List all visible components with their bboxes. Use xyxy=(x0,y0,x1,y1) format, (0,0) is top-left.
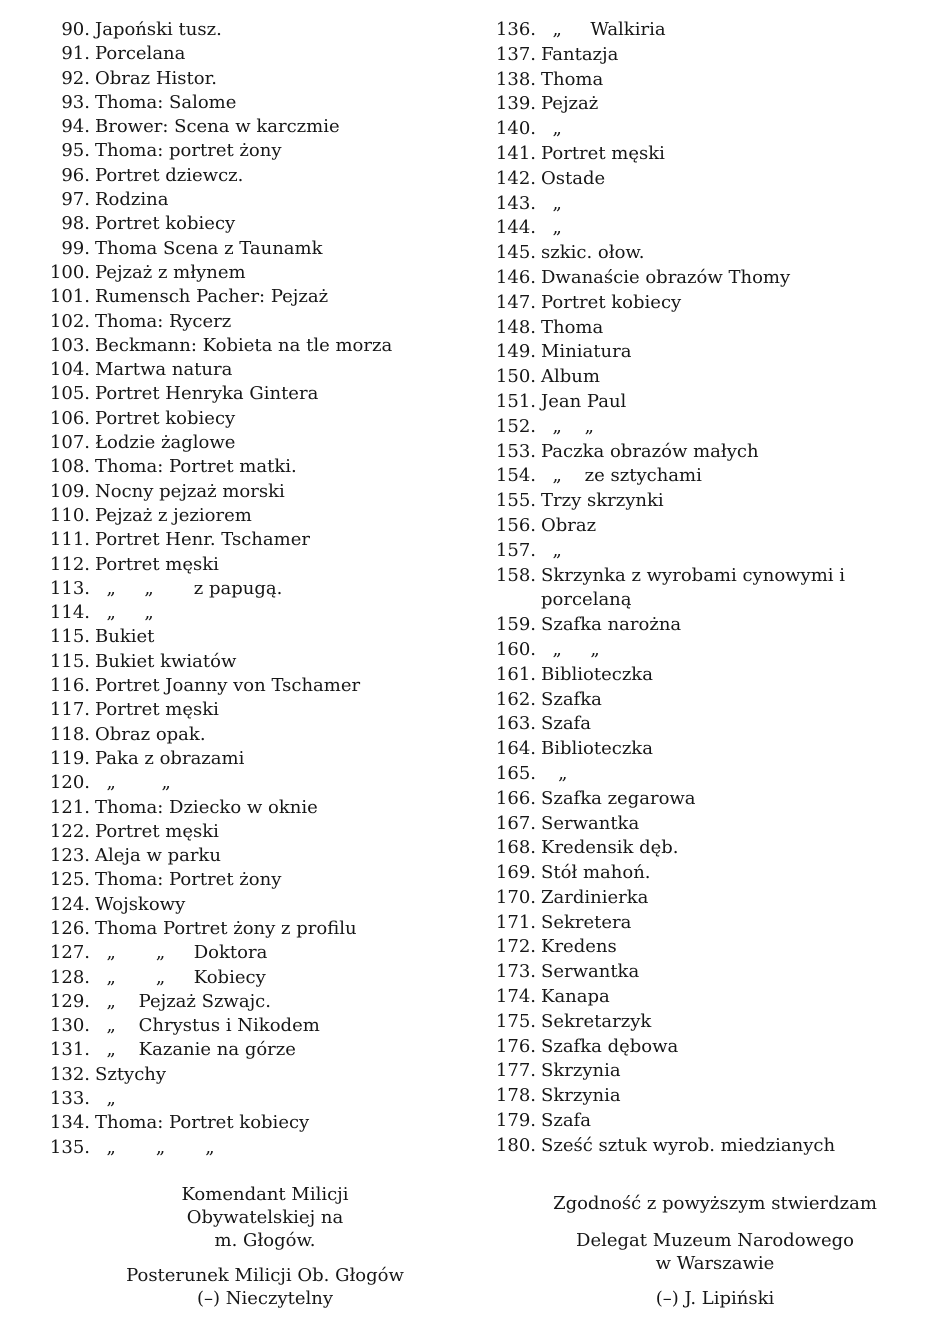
item-text: Aleja w parku xyxy=(95,845,221,867)
list-item xyxy=(488,911,928,936)
item-text: Rodzina xyxy=(95,189,169,211)
signature-spacer xyxy=(95,1252,435,1264)
list-item xyxy=(488,1059,928,1084)
item-number: 121. xyxy=(49,796,90,818)
item-number: 140. xyxy=(495,118,536,140)
list-item xyxy=(40,747,460,771)
item-number: 136. xyxy=(495,19,536,40)
list-item xyxy=(488,613,928,638)
item-text: Serwantka xyxy=(541,812,640,834)
list-item xyxy=(40,115,460,139)
list-item xyxy=(488,935,928,960)
list-item xyxy=(40,601,460,625)
list-item xyxy=(40,868,460,892)
item-text: Obraz opak. xyxy=(95,723,206,745)
item-number: 167. xyxy=(495,812,536,834)
item-number: 169. xyxy=(495,862,536,884)
item-number: 108. xyxy=(49,456,90,478)
item-number: 115. xyxy=(49,626,90,648)
list-item xyxy=(488,886,928,911)
item-text: Szafka xyxy=(541,688,602,710)
item-number: 133. xyxy=(49,1088,90,1110)
list-item xyxy=(40,212,460,236)
item-number: 91. xyxy=(61,43,90,65)
item-text: „ „ xyxy=(541,415,594,437)
list-item xyxy=(40,820,460,844)
item-number: 101. xyxy=(49,286,90,308)
signature-spacer xyxy=(520,1275,910,1287)
list-item xyxy=(488,415,928,440)
item-number: 149. xyxy=(495,341,536,363)
item-number: 93. xyxy=(61,91,90,113)
item-number: 114. xyxy=(49,602,90,624)
list-item xyxy=(40,382,460,406)
list-item xyxy=(40,1087,460,1111)
item-text: Thoma xyxy=(541,68,604,90)
list-item xyxy=(40,261,460,285)
item-number: 145. xyxy=(495,242,536,264)
item-text: Thoma: Portret kobiecy xyxy=(95,1112,310,1134)
list-item xyxy=(488,92,928,117)
list-item xyxy=(488,1035,928,1060)
item-text: Obraz xyxy=(541,514,597,536)
item-text: „ „ xyxy=(95,772,171,794)
item-number: 94. xyxy=(61,116,90,138)
list-item xyxy=(40,625,460,649)
item-text: Thoma: Salome xyxy=(95,91,237,113)
item-number: 163. xyxy=(495,713,536,735)
item-number: 106. xyxy=(49,407,90,429)
item-number: 166. xyxy=(495,787,536,809)
item-number: 156. xyxy=(495,514,536,536)
item-text: szkic. ołow. xyxy=(541,242,645,264)
list-item xyxy=(488,43,928,68)
list-item xyxy=(40,310,460,334)
list-item xyxy=(488,1010,928,1035)
list-item xyxy=(40,650,460,674)
item-text: Dwanaście obrazów Thomy xyxy=(541,266,791,288)
item-text: Thoma: Portret matki. xyxy=(95,456,297,478)
list-item xyxy=(488,316,928,341)
list-item xyxy=(40,528,460,552)
item-text: Thoma: Dziecko w oknie xyxy=(95,796,318,818)
signature-block-left xyxy=(95,1183,435,1310)
item-number: 118. xyxy=(49,723,90,745)
list-item xyxy=(488,390,928,415)
item-number: 139. xyxy=(495,93,536,115)
list-item xyxy=(488,663,928,688)
item-number: 102. xyxy=(49,310,90,332)
item-number: 123. xyxy=(49,845,90,867)
list-item xyxy=(40,844,460,868)
list-item xyxy=(40,285,460,309)
item-text: Bukiet kwiatów xyxy=(95,650,237,672)
list-item xyxy=(40,1014,460,1038)
item-text: Rumensch Pacher: Pejzaż xyxy=(95,286,329,308)
item-text: Thoma Scena z Taunamk xyxy=(95,237,323,259)
list-item xyxy=(488,1084,928,1109)
item-text: „ Kazanie na górze xyxy=(95,1039,296,1061)
item-text: Martwa natura xyxy=(95,359,233,381)
item-text: Szafka dębowa xyxy=(541,1035,679,1057)
list-item xyxy=(40,431,460,455)
item-number: 151. xyxy=(495,390,536,412)
item-text: Thoma xyxy=(541,316,604,338)
item-text: Ostade xyxy=(541,167,606,189)
item-number: 155. xyxy=(495,490,536,512)
item-text: Bukiet xyxy=(95,626,155,648)
list-item xyxy=(488,812,928,837)
list-item xyxy=(40,1063,460,1087)
item-number: 97. xyxy=(61,189,90,211)
list-item xyxy=(40,771,460,795)
list-item xyxy=(488,638,928,663)
item-number: 144. xyxy=(495,217,536,239)
item-number: 99. xyxy=(61,237,90,259)
item-number: 153. xyxy=(495,440,536,462)
item-text: „ ze sztychami xyxy=(541,465,702,487)
item-number: 158. xyxy=(495,564,536,586)
item-text: Beckmann: Kobieta na tle morza xyxy=(95,334,393,356)
list-item xyxy=(488,266,928,291)
item-number: 150. xyxy=(495,366,536,388)
item-text: Portret męski xyxy=(95,553,219,575)
item-text: Jean Paul xyxy=(541,390,627,412)
item-text: „ „ Doktora xyxy=(95,942,268,964)
item-text: „ xyxy=(541,762,568,784)
item-text: „ xyxy=(541,217,562,239)
list-item xyxy=(488,117,928,142)
signature-block-right xyxy=(520,1192,910,1310)
item-number: 92. xyxy=(61,67,90,89)
item-text: Portret męski xyxy=(95,699,219,721)
item-number: 117. xyxy=(49,699,90,721)
item-number: 154. xyxy=(495,465,536,487)
item-number: 168. xyxy=(495,837,536,859)
item-number: 176. xyxy=(495,1035,536,1057)
item-text: Japoński tusz. xyxy=(95,19,222,40)
item-text: Portret kobiecy xyxy=(95,407,236,429)
list-item xyxy=(40,139,460,163)
item-text: Miniatura xyxy=(541,341,632,363)
list-item xyxy=(488,340,928,365)
item-number: 129. xyxy=(49,990,90,1012)
list-item xyxy=(488,861,928,886)
item-text: Stół mahoń. xyxy=(541,862,651,884)
item-number: 90. xyxy=(61,19,90,40)
list-item xyxy=(40,1038,460,1062)
list-item xyxy=(488,737,928,762)
item-number: 109. xyxy=(49,480,90,502)
item-text: Skrzynka z wyrobami cynowymi i porcelaną xyxy=(541,564,846,611)
item-text: „ „ xyxy=(541,638,600,660)
list-item xyxy=(488,167,928,192)
list-item xyxy=(40,164,460,188)
list-item xyxy=(40,917,460,941)
item-text: Portret męski xyxy=(541,142,665,164)
item-number: 120. xyxy=(49,772,90,794)
item-text: Wojskowy xyxy=(95,893,186,915)
item-text: Thoma: Portret żony xyxy=(95,869,282,891)
item-text: Portret męski xyxy=(95,820,219,842)
item-text: Portret kobiecy xyxy=(95,213,236,235)
signature-right-line2: Delegat Muzeum Narodowego xyxy=(576,1230,854,1251)
item-number: 147. xyxy=(495,291,536,313)
item-number: 172. xyxy=(495,936,536,958)
item-text: Thoma Portret żony z profilu xyxy=(95,917,357,939)
item-text: Serwantka xyxy=(541,961,640,983)
item-text: Szafka zegarowa xyxy=(541,787,696,809)
list-item xyxy=(488,18,928,43)
list-item xyxy=(40,1111,460,1135)
item-number: 103. xyxy=(49,334,90,356)
item-number: 127. xyxy=(49,942,90,964)
item-text: „ xyxy=(541,192,562,214)
item-number: 107. xyxy=(49,432,90,454)
item-text: „ Pejzaż Szwajc. xyxy=(95,990,271,1012)
item-text: „ Chrystus i Nikodem xyxy=(95,1015,320,1037)
list-item xyxy=(40,553,460,577)
item-number: 174. xyxy=(495,986,536,1008)
item-text: Paczka obrazów małych xyxy=(541,440,759,462)
item-number: 164. xyxy=(495,738,536,760)
list-item xyxy=(40,893,460,917)
item-text: Album xyxy=(541,366,600,388)
item-number: 100. xyxy=(49,261,90,283)
list-item xyxy=(488,787,928,812)
list-item xyxy=(40,504,460,528)
item-number: 160. xyxy=(495,638,536,660)
item-text: „ Walkiria xyxy=(541,19,666,40)
item-number: 143. xyxy=(495,192,536,214)
item-text: „ „ xyxy=(95,602,154,624)
list-item xyxy=(488,564,928,614)
item-text: Sztychy xyxy=(95,1063,167,1085)
signature-right-line3: w Warszawie xyxy=(655,1253,775,1274)
item-number: 137. xyxy=(495,43,536,65)
item-text: Szafa xyxy=(541,1110,591,1132)
list-item xyxy=(40,941,460,965)
item-number: 96. xyxy=(61,164,90,186)
list-item xyxy=(488,216,928,241)
item-text: Obraz Histor. xyxy=(95,67,217,89)
item-text: Fantazja xyxy=(541,43,619,65)
list-item xyxy=(40,698,460,722)
item-text: Portret Joanny von Tschamer xyxy=(95,675,361,697)
item-text: Biblioteczka xyxy=(541,663,653,685)
item-number: 159. xyxy=(495,614,536,636)
list-item xyxy=(488,985,928,1010)
item-text: Thoma: Rycerz xyxy=(95,310,232,332)
item-number: 135. xyxy=(49,1136,90,1158)
list-item xyxy=(488,142,928,167)
item-text: „ „ z papugą. xyxy=(95,577,283,599)
item-number: 162. xyxy=(495,688,536,710)
item-number: 138. xyxy=(495,68,536,90)
item-text: Skrzynia xyxy=(541,1060,621,1082)
inventory-list-left xyxy=(40,18,460,1160)
item-text: Portret Henryka Gintera xyxy=(95,383,319,405)
list-item xyxy=(40,358,460,382)
list-item xyxy=(488,960,928,985)
list-item xyxy=(40,966,460,990)
item-text: Kanapa xyxy=(541,986,610,1008)
item-number: 128. xyxy=(49,966,90,988)
item-number: 175. xyxy=(495,1010,536,1032)
list-item xyxy=(488,514,928,539)
item-text: Pejzaż xyxy=(541,93,599,115)
item-number: 180. xyxy=(495,1134,536,1156)
list-item xyxy=(40,1136,460,1160)
list-item xyxy=(488,539,928,564)
list-item xyxy=(488,1109,928,1134)
item-text: Pejzaż z jeziorem xyxy=(95,504,252,526)
signature-left-line2: Obywatelskiej na xyxy=(186,1207,344,1228)
item-number: 179. xyxy=(495,1110,536,1132)
item-number: 116. xyxy=(49,675,90,697)
list-item xyxy=(40,91,460,115)
list-item xyxy=(40,796,460,820)
item-number: 112. xyxy=(49,553,90,575)
item-number: 119. xyxy=(49,747,90,769)
item-text: Skrzynia xyxy=(541,1085,621,1107)
list-item xyxy=(488,489,928,514)
item-number: 171. xyxy=(495,911,536,933)
item-number: 98. xyxy=(61,213,90,235)
item-text: Portret dziewcz. xyxy=(95,164,244,186)
item-text: Pejzaż z młynem xyxy=(95,261,246,283)
list-item xyxy=(40,990,460,1014)
list-item xyxy=(40,42,460,66)
item-number: 177. xyxy=(495,1060,536,1082)
item-number: 165. xyxy=(495,762,536,784)
list-item xyxy=(40,674,460,698)
item-text: Porcelana xyxy=(95,43,186,65)
list-item xyxy=(40,455,460,479)
item-text: Łodzie żaglowe xyxy=(95,432,236,454)
item-number: 126. xyxy=(49,917,90,939)
item-number: 157. xyxy=(495,539,536,561)
item-number: 134. xyxy=(49,1112,90,1134)
item-text: Brower: Scena w karczmie xyxy=(95,116,340,138)
list-item xyxy=(488,1134,928,1159)
list-item xyxy=(40,577,460,601)
list-item xyxy=(40,188,460,212)
item-text: Zardinierka xyxy=(541,886,649,908)
item-text: Szafka narożna xyxy=(541,614,682,636)
list-item xyxy=(488,68,928,93)
item-text: Portret Henr. Tschamer xyxy=(95,529,310,551)
item-number: 122. xyxy=(49,820,90,842)
item-number: 111. xyxy=(49,529,90,551)
list-item xyxy=(488,365,928,390)
item-text: Kredensik dęb. xyxy=(541,837,679,859)
item-number: 110. xyxy=(49,504,90,526)
item-number: 141. xyxy=(495,142,536,164)
signature-left-line3: m. Głogów. xyxy=(214,1230,316,1251)
item-text: „ xyxy=(95,1088,116,1110)
list-item xyxy=(488,712,928,737)
item-text: Portret kobiecy xyxy=(541,291,682,313)
item-number: 170. xyxy=(495,886,536,908)
list-item xyxy=(40,237,460,261)
list-item xyxy=(40,334,460,358)
item-text: Kredens xyxy=(541,936,617,958)
list-item xyxy=(488,688,928,713)
item-number: 146. xyxy=(495,266,536,288)
list-item xyxy=(40,67,460,91)
item-text: Sekretera xyxy=(541,911,632,933)
list-item xyxy=(488,464,928,489)
item-number: 142. xyxy=(495,167,536,189)
item-number: 115. xyxy=(49,650,90,672)
list-item xyxy=(40,480,460,504)
item-text: Nocny pejzaż morski xyxy=(95,480,285,502)
item-text: Thoma: portret żony xyxy=(95,140,282,162)
item-number: 148. xyxy=(495,316,536,338)
item-number: 113. xyxy=(49,577,90,599)
list-item xyxy=(488,440,928,465)
list-item xyxy=(488,291,928,316)
item-text: Sekretarzyk xyxy=(541,1010,652,1032)
item-text: „ „ Kobiecy xyxy=(95,966,266,988)
item-text: Szafa xyxy=(541,713,591,735)
item-text: Paka z obrazami xyxy=(95,747,245,769)
item-number: 152. xyxy=(495,415,536,437)
item-number: 173. xyxy=(495,961,536,983)
item-number: 130. xyxy=(49,1015,90,1037)
signature-left-line4: Posterunek Milicji Ob. Głogów xyxy=(126,1265,404,1286)
item-number: 124. xyxy=(49,893,90,915)
signature-left-line5: (–) Nieczytelny xyxy=(196,1288,334,1309)
item-text: Trzy skrzynki xyxy=(541,490,664,512)
item-text: „ xyxy=(541,118,562,140)
item-number: 104. xyxy=(49,359,90,381)
list-item xyxy=(488,836,928,861)
signature-right-line4: (–) J. Lipiński xyxy=(655,1288,775,1309)
list-item xyxy=(40,407,460,431)
signature-left-line1: Komendant Milicji xyxy=(181,1184,349,1205)
item-text: Biblioteczka xyxy=(541,738,653,760)
signature-spacer xyxy=(520,1215,910,1229)
item-text: Sześć sztuk wyrob. miedzianych xyxy=(541,1134,836,1156)
item-number: 132. xyxy=(49,1063,90,1085)
item-number: 161. xyxy=(495,663,536,685)
item-number: 95. xyxy=(61,140,90,162)
item-text: „ „ „ xyxy=(95,1136,215,1158)
list-item xyxy=(40,723,460,747)
inventory-list-right xyxy=(488,18,928,1159)
list-item xyxy=(488,241,928,266)
item-text: „ xyxy=(541,539,562,561)
list-item xyxy=(488,192,928,217)
item-number: 125. xyxy=(49,869,90,891)
item-number: 131. xyxy=(49,1039,90,1061)
list-item xyxy=(40,18,460,42)
item-number: 105. xyxy=(49,383,90,405)
signature-right-line1: Zgodność z powyższym stwierdzam xyxy=(553,1193,877,1214)
list-item xyxy=(488,762,928,787)
item-number: 178. xyxy=(495,1085,536,1107)
